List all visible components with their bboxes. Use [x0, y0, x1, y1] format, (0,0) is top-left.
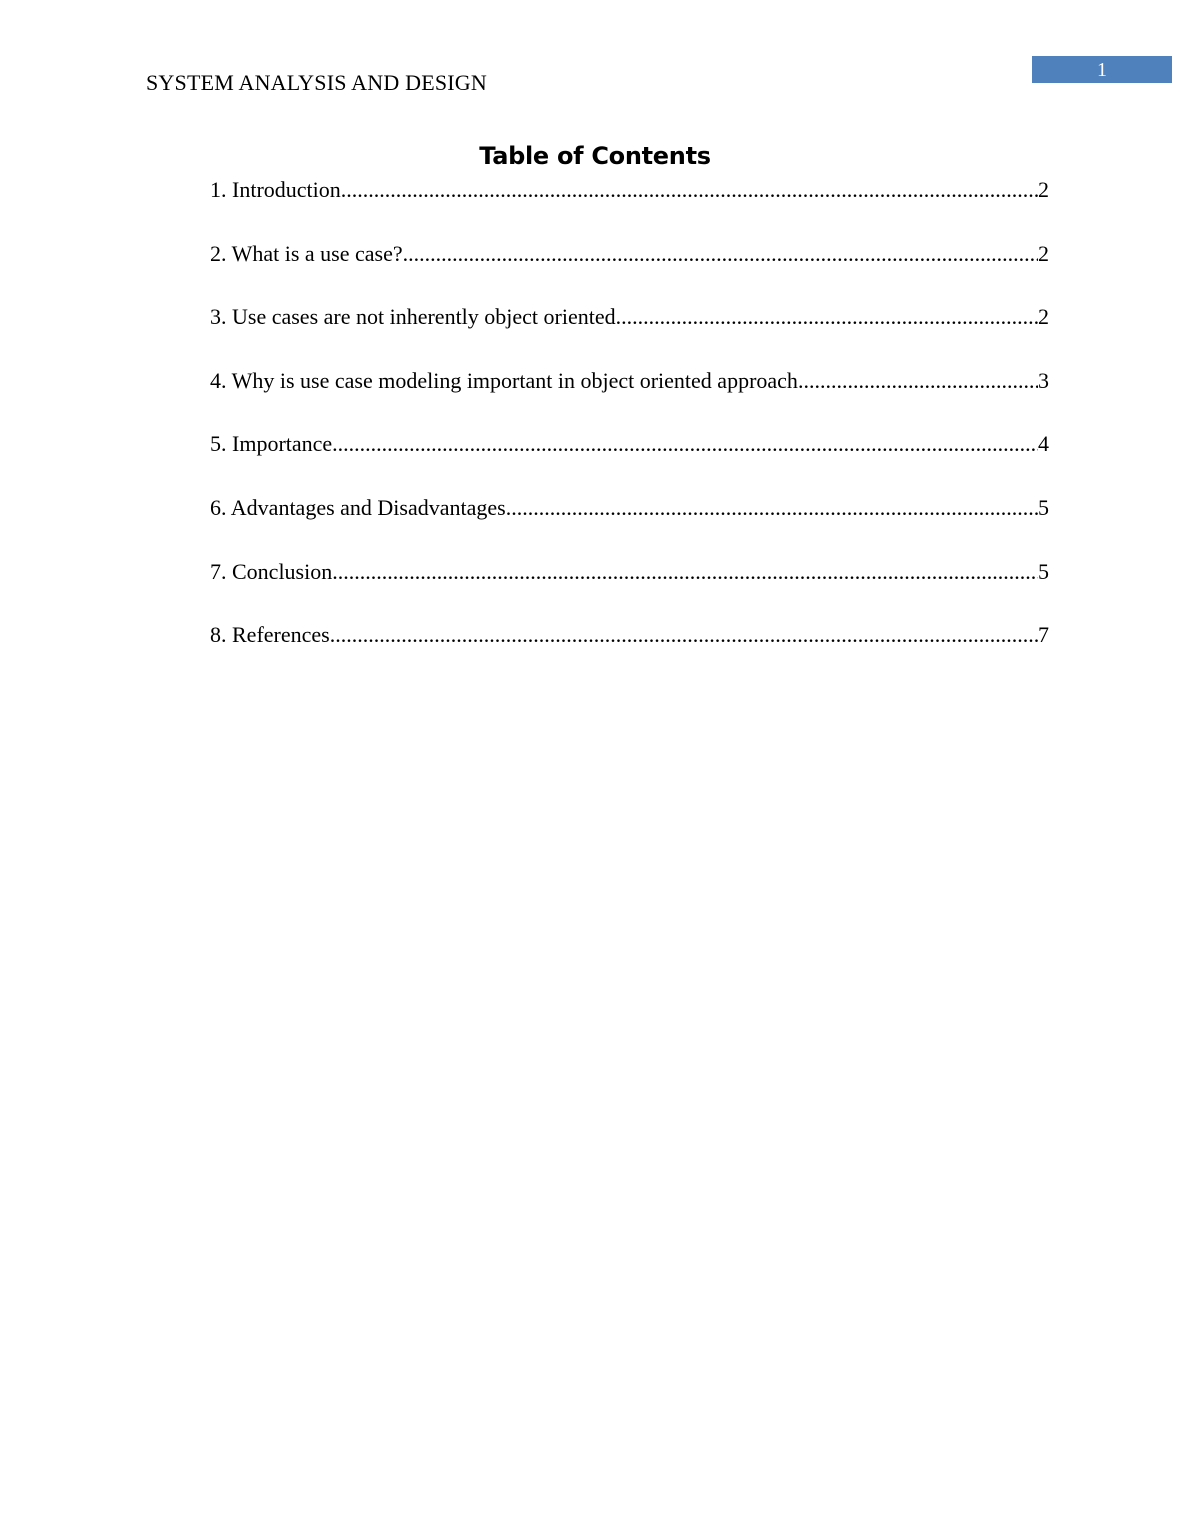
toc-entry-page: 4: [1038, 431, 1049, 457]
toc-entry-label: 6. Advantages and Disadvantages: [210, 494, 506, 520]
toc-entry-page: 2: [1038, 177, 1049, 202]
toc-dot-leader: [332, 429, 1038, 459]
toc-entry-page: 3: [1038, 367, 1049, 393]
toc-entry-label: 5. Importance: [210, 431, 333, 457]
toc-entry-label: 4. Why is use case modeling important in object oriented approach: [210, 367, 798, 393]
table-of-contents: [210, 175, 1049, 684]
toc-entry-label: 8. References: [210, 622, 330, 648]
toc-entry-not-object-oriented[interactable]: [210, 302, 1049, 366]
toc-entry-page: 2: [1038, 304, 1049, 330]
page-number-badge: [1032, 56, 1172, 83]
toc-entry-page: 7: [1038, 622, 1049, 648]
toc-entry-advantages-disadvantages[interactable]: [210, 493, 1049, 557]
toc-entry-label: 2. What is a use case?: [210, 240, 403, 266]
toc-entry-references[interactable]: [210, 620, 1049, 684]
toc-entry-importance[interactable]: [210, 429, 1049, 493]
toc-entry-page: 5: [1038, 494, 1049, 520]
toc-entry-introduction[interactable]: [210, 175, 1049, 239]
toc-dot-leader: [403, 239, 1038, 269]
toc-dot-leader: [616, 302, 1038, 332]
toc-entry-label: 3. Use cases are not inherently object oriented: [210, 304, 616, 330]
page-number: 1: [1097, 59, 1107, 81]
toc-entry-page: 2: [1038, 240, 1049, 266]
toc-dot-leader: [798, 366, 1038, 396]
toc-entry-why-use-case-modeling[interactable]: [210, 366, 1049, 430]
toc-dot-leader: [332, 557, 1038, 587]
running-head: SYSTEM ANALYSIS AND DESIGN: [146, 70, 487, 95]
toc-entry-conclusion[interactable]: [210, 557, 1049, 621]
toc-entry-what-is-a-use-case[interactable]: [210, 239, 1049, 303]
toc-entry-label: 1. Introduction: [210, 177, 341, 202]
toc-entry-page: 5: [1038, 558, 1049, 584]
toc-title: Table of Contents: [479, 142, 711, 170]
toc-entry-label: 7. Conclusion: [210, 558, 333, 584]
toc-dot-leader: [506, 493, 1038, 523]
toc-dot-leader: [330, 620, 1038, 650]
toc-dot-leader: [341, 175, 1038, 205]
